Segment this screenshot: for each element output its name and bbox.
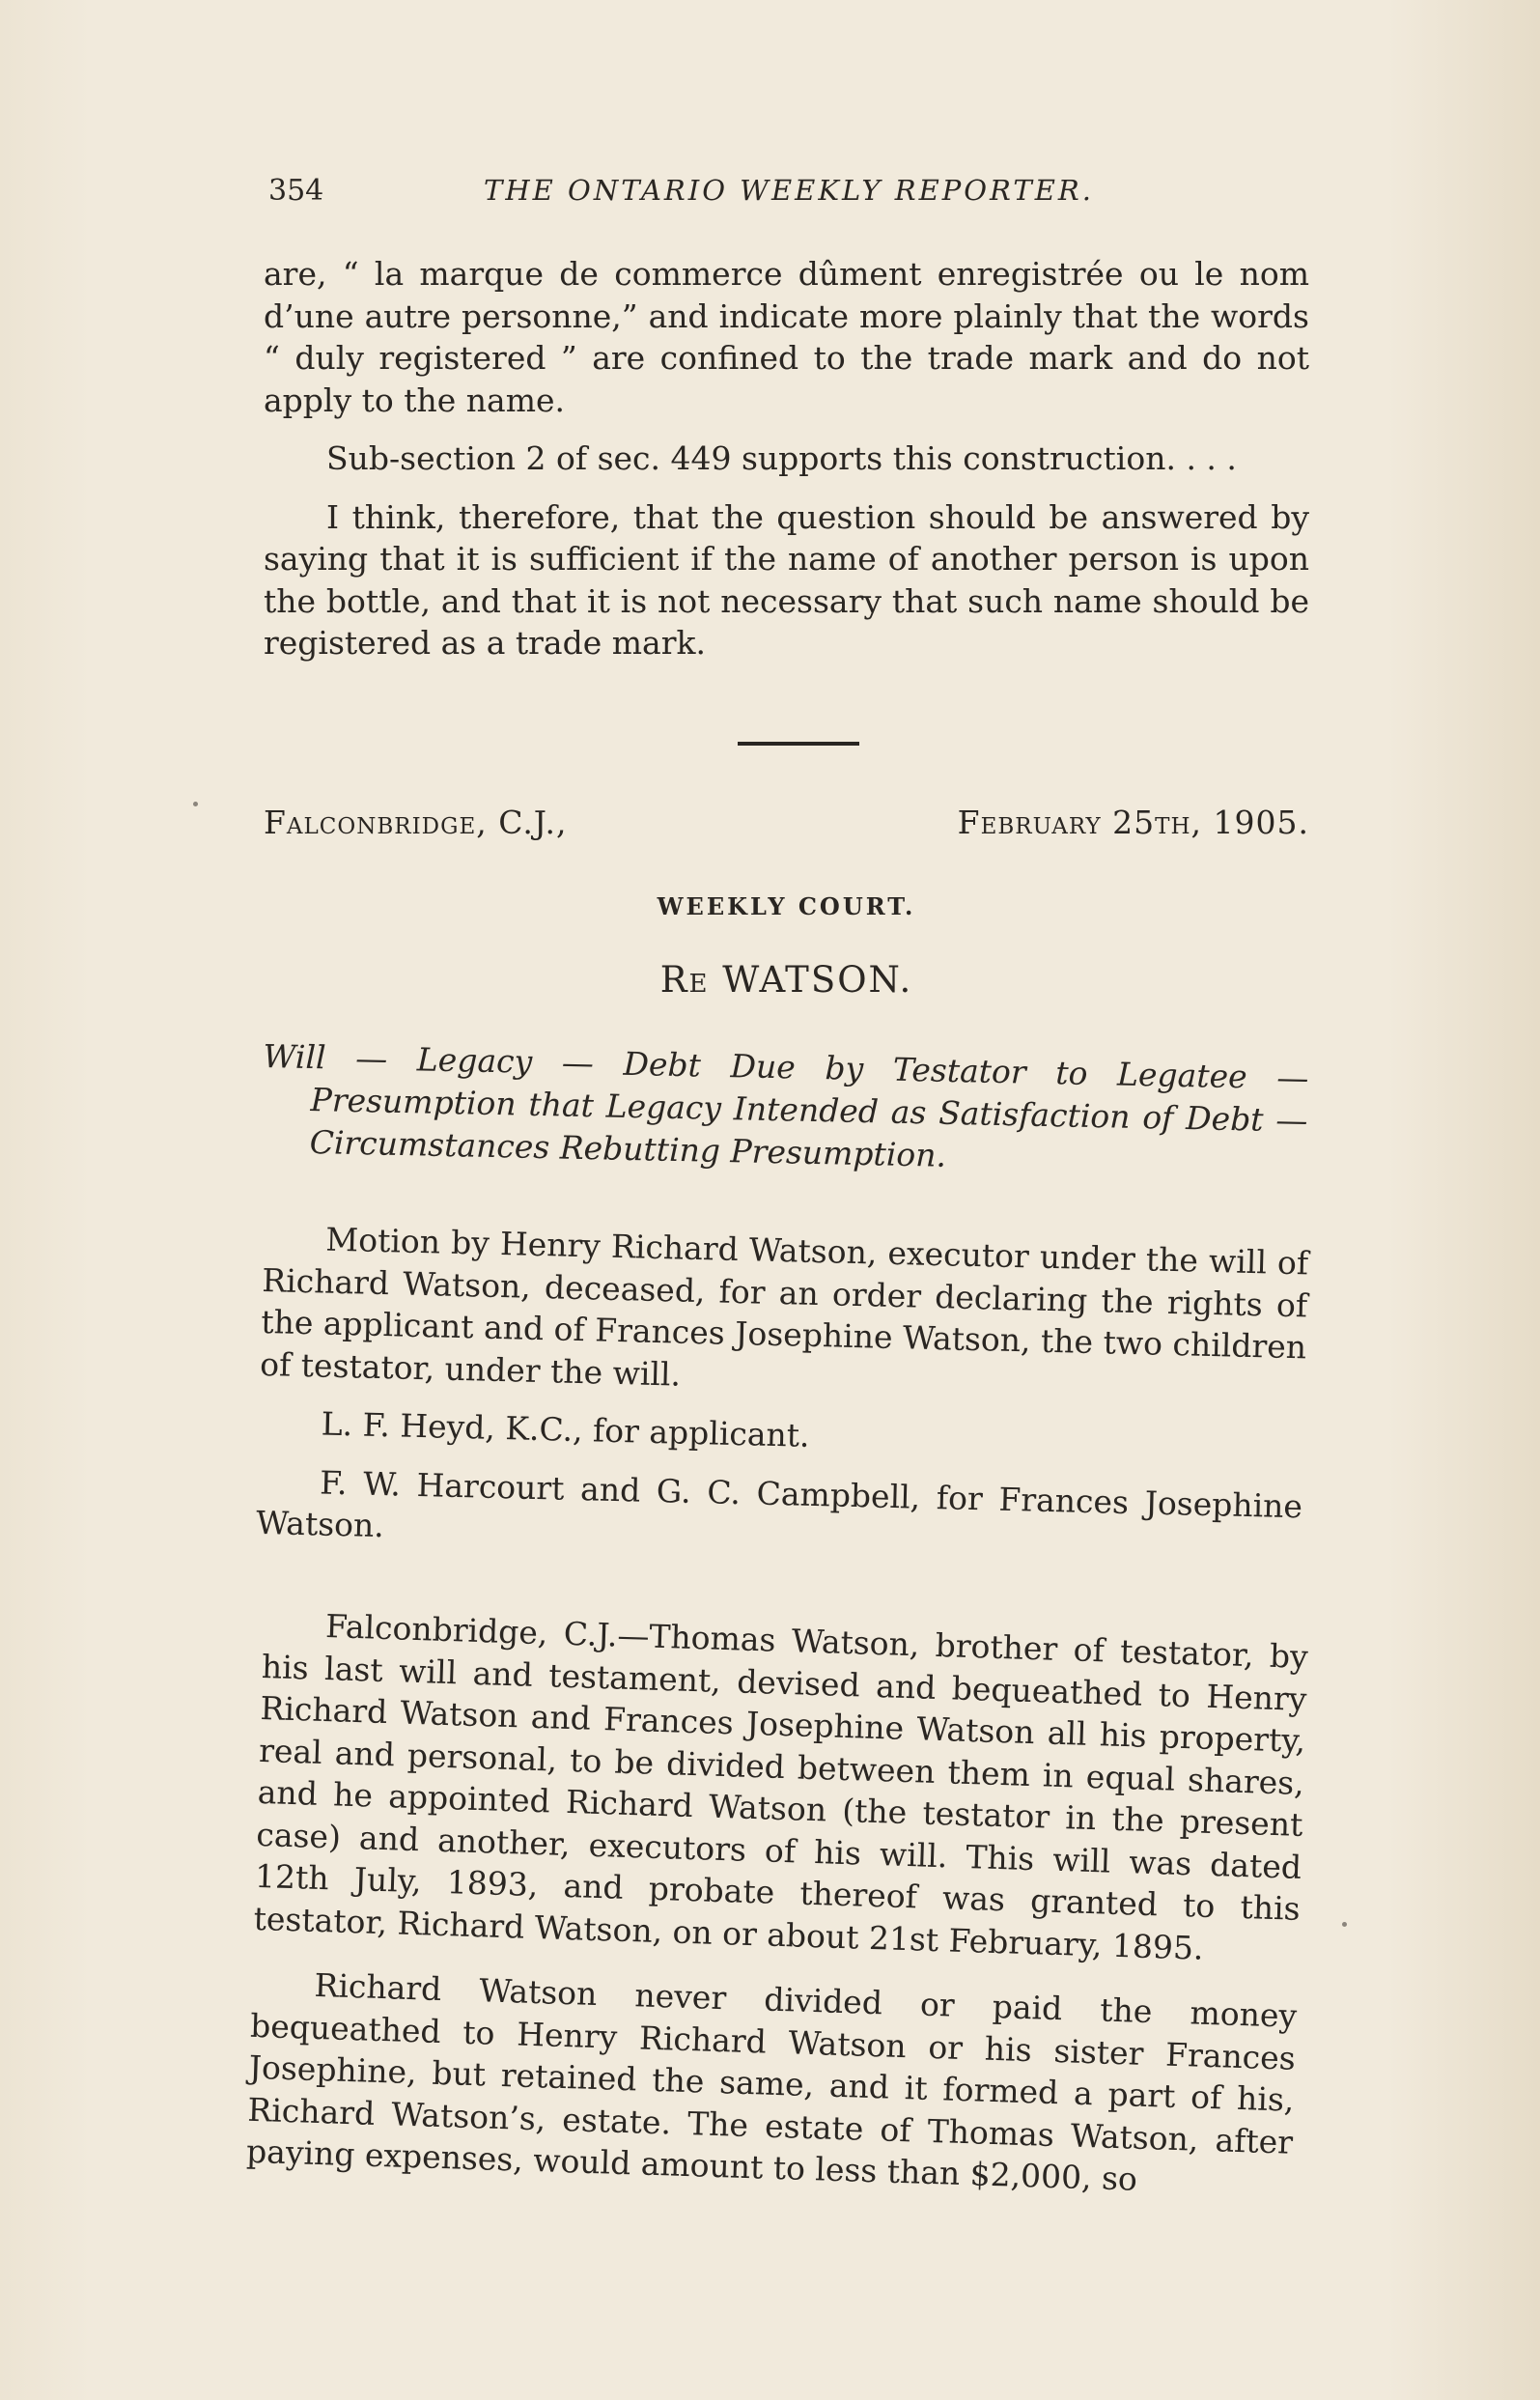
case-title: Re WATSON. (659, 958, 913, 1001)
court-name: WEEKLY COURT. (657, 891, 916, 920)
paper-speck (193, 802, 198, 806)
case-date: February 25th, 1905. (957, 803, 1309, 841)
motion-paragraph: Motion by Henry Richard Watson, executor under the will of Richard Watson, deceased, for an order declaring the rights of the applicant and of Frances Josephine Watson, the two children of testator, under the will. (259, 1220, 1309, 1393)
judgment-paragraph: Falconbridge, C.J.—Thomas Watson, brother of testator, by his last will and testament, devised and bequeathed to Henry Richard Watson and Frances Josephine Watson all his property, real and personal, to be divided between them in equal shares, and he appointed Richard Watson (the testator in the present case) and another, executors of his will. This will was dated 12th July, 1893, and probate thereof was granted to this testator, Richard Watson, on or about 21st February, 1895. (253, 1607, 1309, 1967)
case-judgment (245, 1603, 1308, 2205)
case-headnote: Will — Legacy — Debt Due by Testator to Legatee — Presumption that Legacy Intended as Satisfaction of Debt — Circumstances Rebutting Presumption. (263, 1036, 1309, 1174)
running-title: THE ONTARIO WEEKLY REPORTER. (484, 174, 1094, 207)
case-proceedings (256, 1217, 1309, 1569)
judgment-paragraph: Richard Watson never divided or paid the money bequeathed to Henry Richard Watson or his sister Frances Josephine, but retained the same, and it formed a part of his, Richard Watson’s, estate. The estate of Thomas Watson, after paying expenses, would amount to less than $2,000, so (245, 1965, 1298, 2198)
section-divider (738, 742, 859, 746)
page-number: 354 (268, 174, 324, 208)
case-judge: Falconbridge, C.J., (264, 803, 568, 841)
counsel-applicant: L. F. Heyd, K.C., for applicant. (321, 1404, 811, 1454)
paragraph-continuation: are, “ la marque de commerce dûment enregistrée ou le nom d’une autre personne,” and indicate more plainly that the words “ duly registered ” are confined to the trade mark and do not apply to the name. (264, 255, 1309, 419)
paragraph-subsection: Sub-section 2 of sec. 449 supports this construction. . . . (326, 439, 1237, 477)
page-body (245, 253, 1309, 2198)
counsel-respondent: F. W. Harcourt and G. C. Campbell, for Frances Josephine Watson. (255, 1462, 1303, 1544)
paper-speck (1342, 1922, 1347, 1927)
paragraph-conclusion: I think, therefore, that the question should be answered by saying that it is sufficient if the name of another person is upon the bottle, and that it is not necessary that such name should be registered as a trade mark. (264, 497, 1309, 662)
case-judge-date-line (264, 804, 1309, 852)
page-header (268, 174, 1309, 216)
